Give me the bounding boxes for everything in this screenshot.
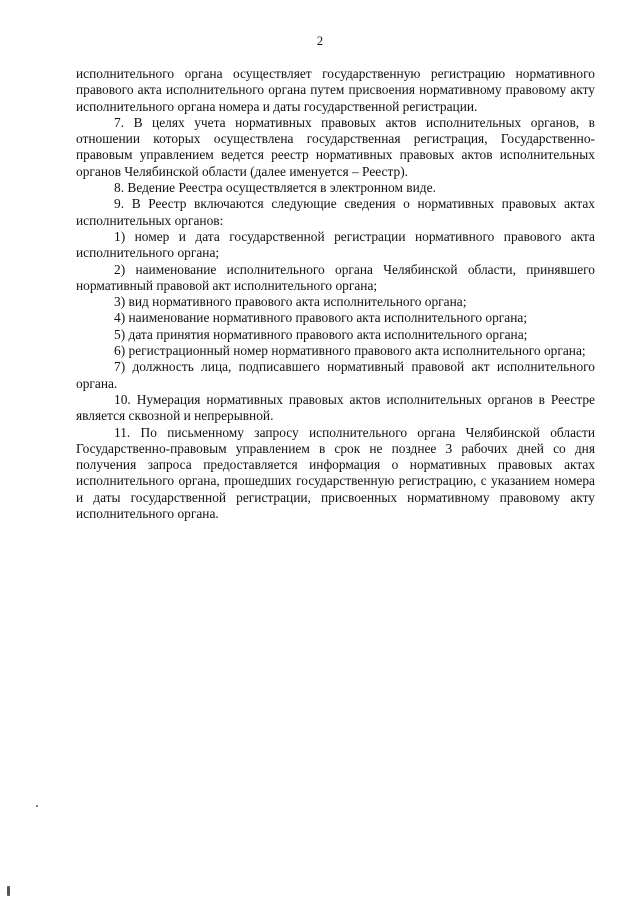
list-item-6: 6) регистрационный номер нормативного правового акта исполнительного органа; xyxy=(114,343,586,359)
document-body xyxy=(76,66,595,522)
paragraph-item-9: 9. В Реестр включаются следующие сведения о нормативных правовых актах исполнительных органов: xyxy=(76,196,595,228)
list-item-2: 2) наименование исполнительного органа Челябинской области, принявшего нормативный правовой акт исполнительного органа; xyxy=(76,261,595,293)
list-item-5: 5) дата принятия нормативного правового акта исполнительного органа; xyxy=(114,326,528,342)
list-item-3: 3) вид нормативного правового акта исполнительного органа; xyxy=(114,294,467,310)
paragraph-item-7: 7. В целях учета нормативных правовых актов исполнительных органов, в отношении которых осуществлена государственная регистрация, Государственно-правовым управлением ведется реестр нормативных правовых актов исполнительных органов Челябинской области (далее именуется – Реестр). xyxy=(76,114,595,179)
paragraph-item-11: 11. По письменному запросу исполнительного органа Челябинской области Государственно-правовым управлением в срок не позднее 3 рабочих дней со дня получения запроса предоставляется информация о нормативных правовых актах исполнительного органа, прошедших государственную регистрацию, с указанием номера и даты государственной регистрации, присвоенных нормативному правовому акту исполнительного органа. xyxy=(76,424,595,522)
paragraph-continuation: исполнительного органа осуществляет государственную регистрацию нормативного правового акта исполнительного органа путем присвоения нормативному правовому акту исполнительного органа номера и даты государственной регистрации. xyxy=(76,66,595,114)
paragraph-item-10: 10. Нумерация нормативных правовых актов исполнительных органов в Реестре является сквозной и непрерывной. xyxy=(76,391,595,424)
list-item-1: 1) номер и дата государственной регистрации нормативного правового акта исполнительного органа; xyxy=(76,228,595,261)
list-item-4: 4) наименование нормативного правового акта исполнительного органа; xyxy=(114,310,528,326)
page-number: 2 xyxy=(316,34,324,48)
list-item-7: 7) должность лица, подписавшего нормативный правовой акт исполнительного органа. xyxy=(76,359,595,391)
paragraph-item-8: 8. Ведение Реестра осуществляется в электронном виде. xyxy=(114,180,436,196)
scan-speck xyxy=(36,805,38,807)
scan-speck xyxy=(7,886,10,896)
